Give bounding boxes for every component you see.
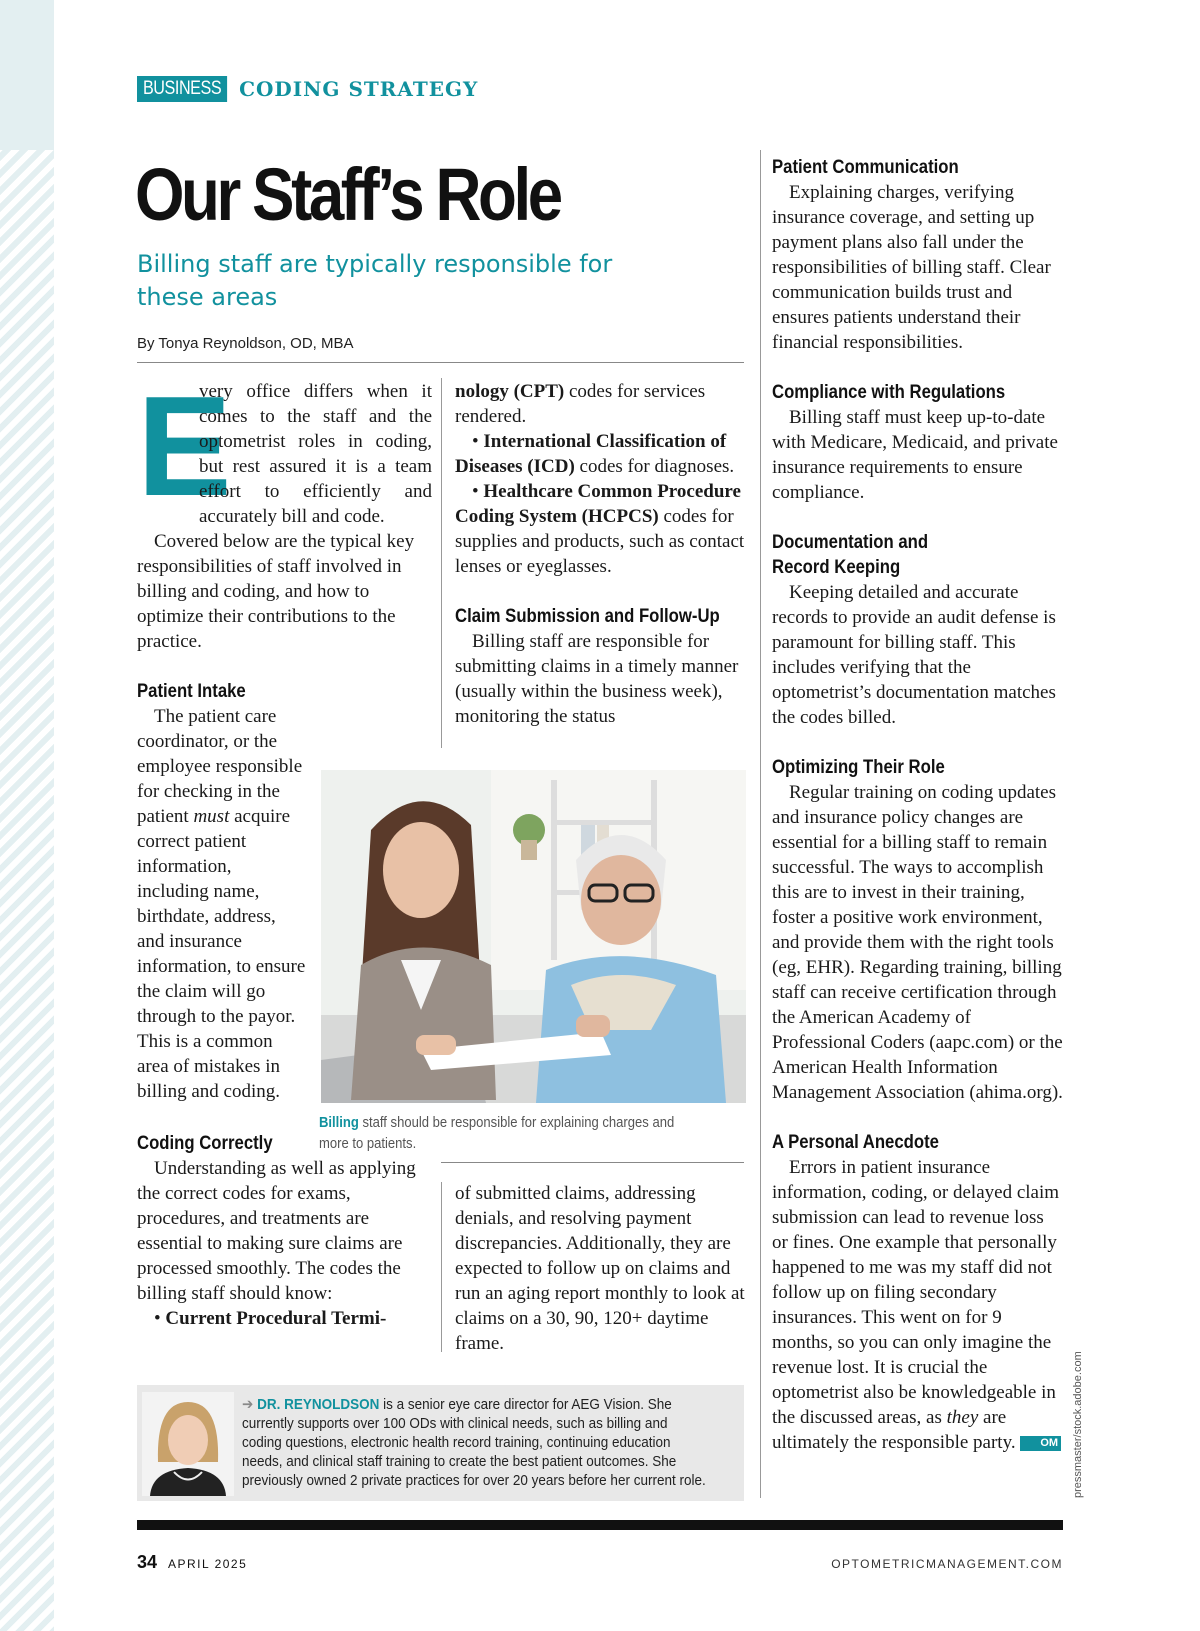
bio-text — [242, 1395, 710, 1490]
bio-name: DR. REYNOLDSON — [257, 1396, 380, 1413]
footer-bar — [137, 1520, 1063, 1530]
code-cpt-continued: nology (CPT) codes for services rendered. — [455, 381, 706, 427]
intro-paragraph: very office differs when it comes to the staff and the optometrist roles in coding, but rest assured it is a team effort to efficiently and accurately bill and code. — [199, 381, 432, 527]
heading-claim-submission: Claim Submission and Follow-Up — [455, 606, 720, 627]
code-rest: codes for supplies and products, such as contact lenses or eyeglasses. — [455, 506, 745, 577]
decorative-stripe-top — [0, 0, 54, 150]
claim-submission-text-part2: of submitted claims, addressing denials, and resolving payment discrepancies. Additionally, they are expected to follow up on claims and run an aging report monthly to look at claims on a 30, 90, 120+ daytime frame. — [455, 1183, 745, 1354]
bullet: • — [472, 481, 479, 502]
patient-intake-text — [137, 704, 307, 1104]
code-cpt: • Current Procedural Termi- — [154, 1308, 387, 1329]
decorative-stripe — [0, 0, 54, 1631]
claim-submission-text-part1: Billing staff are responsible for submitting claims in a timely manner (usually within the business week), monitoring the status — [455, 631, 739, 727]
heading-compliance: Compliance with Regulations — [772, 382, 1006, 403]
patient-intake-text-b: acquire correct patient information, including name, birthdate, address, and insurance information, to ensure the claim will go through to the payor. This is a common area of mistakes in billing and coding. — [137, 806, 306, 1102]
code-bold: Healthcare Common Procedure Coding System (HCPCS) — [455, 481, 741, 527]
article-subtitle: Billing staff are typically responsible for these areas — [137, 250, 613, 311]
column-divider — [441, 378, 442, 748]
patient-communication-text: Explaining charges, verifying insurance coverage, and setting up payment plans also fall under the responsibilities of billing staff. Clear communication builds trust and ensures patients understand their financial responsibilities. — [772, 182, 1051, 353]
page-number: 34 — [137, 1552, 158, 1572]
heading-documentation-2: Record Keeping — [772, 557, 901, 578]
bio-body: is a senior eye care director for AEG Vision. She currently supports over 100 ODs with clinical needs, such as billing and coding questions, electronic health record training, continuing education needs, and clinical staff training to create the best patient outcomes. She previously owned 2 private practices for over 20 years before her current role. — [242, 1396, 706, 1489]
author-portrait — [142, 1392, 234, 1496]
article-title: Our Staff’s Role — [135, 153, 560, 236]
code-bold: International Classification of Diseases (ICD) — [455, 431, 727, 477]
author-photo — [142, 1392, 234, 1496]
photo-illustration — [321, 770, 746, 1103]
heading-optimizing: Optimizing Their Role — [772, 757, 945, 778]
byline: By Tonya Reynoldson, OD, MBA — [137, 335, 354, 352]
code-hcpcs — [455, 479, 750, 579]
anecdote-emphasis: they — [946, 1407, 979, 1428]
caption-text: staff should be responsible for explaining charges and more to patients. — [319, 1115, 675, 1152]
bullet: • — [472, 431, 479, 452]
documentation-text: Keeping detailed and accurate records to provide an audit defense is paramount for billing staff. This includes verifying that the optometrist’s documentation matches the codes billed. — [772, 582, 1056, 728]
compliance-text: Billing staff must keep up-to-date with Medicare, Medicaid, and private insurance requirements to ensure compliance. — [772, 407, 1058, 503]
anecdote-text-a: Errors in patient insurance information, coding, or delayed claim submission can lead to revenue loss or fines. One example that personally happened to me was my staff did not follow up on filing secondary insurances. This went on for 9 months, so you can only imagine the revenue lost. It is crucial the optometrist also be knowledgeable in the discussed areas, as — [772, 1157, 1060, 1428]
code-rest: codes for diagnoses. — [574, 456, 735, 477]
website: OPTOMETRICMANAGEMENT.COM — [831, 1557, 1063, 1571]
section-name: CODING STRATEGY — [239, 77, 479, 101]
author-bio — [137, 1385, 744, 1501]
drop-cap: E — [137, 367, 232, 526]
code-icd — [455, 429, 750, 479]
divider — [137, 362, 744, 363]
photo-credit: pressmaster/stock.adobe.com — [1072, 1351, 1084, 1498]
article-photo — [321, 770, 746, 1103]
coding-correctly-text: Understanding as well as applying the correct codes for exams, procedures, and treatments are essential to making sure claims are processed smoothly. The codes the billing staff should know: — [137, 1158, 416, 1304]
column-divider — [760, 150, 761, 1498]
column-1-lower — [137, 1131, 432, 1331]
heading-coding-correctly: Coding Correctly — [137, 1133, 273, 1154]
bullet: • — [154, 1308, 161, 1329]
optimizing-text: Regular training on coding updates and insurance policy changes are essential for a billing staff to remain successful. The ways to accomplish this are to invest in their training, foster a positive work environment, and provide them with the right tools (eg, EHR). Regarding training, billing staff can receive certification through the American Academy of Professional Coders (aapc.com) or the American Health Information Management Association (ahima.org). — [772, 782, 1063, 1103]
column-2-top — [455, 379, 750, 729]
patient-intake-text-a: The patient care coordinator, or the employee responsible for checking in the patient — [137, 706, 303, 827]
anecdote-text — [772, 1155, 1064, 1455]
anecdote-text-b: are ultimately the responsible party. — [772, 1407, 1016, 1453]
heading-anecdote: A Personal Anecdote — [772, 1132, 939, 1153]
patient-intake-emphasis: must — [193, 806, 230, 827]
end-mark: OM — [1020, 1436, 1061, 1451]
column-divider — [441, 1182, 442, 1352]
heading-patient-communication: Patient Communication — [772, 157, 959, 178]
issue-date: APRIL 2025 — [168, 1557, 248, 1571]
section-header — [137, 76, 478, 102]
heading-patient-intake: Patient Intake — [137, 681, 246, 702]
caption-lead: Billing — [319, 1115, 359, 1131]
divider — [441, 1162, 744, 1163]
section-tag: BUSINESS — [137, 76, 227, 102]
heading-documentation-1: Documentation and — [772, 532, 929, 553]
intro-paragraph: Covered below are the typical key responsibilities of staff involved in billing and coding, and how to optimize their contributions to the practice. — [137, 531, 415, 652]
arrow-icon: ➔ — [242, 1396, 254, 1413]
column-2-lower — [455, 1181, 750, 1356]
column-3 — [772, 155, 1064, 1455]
